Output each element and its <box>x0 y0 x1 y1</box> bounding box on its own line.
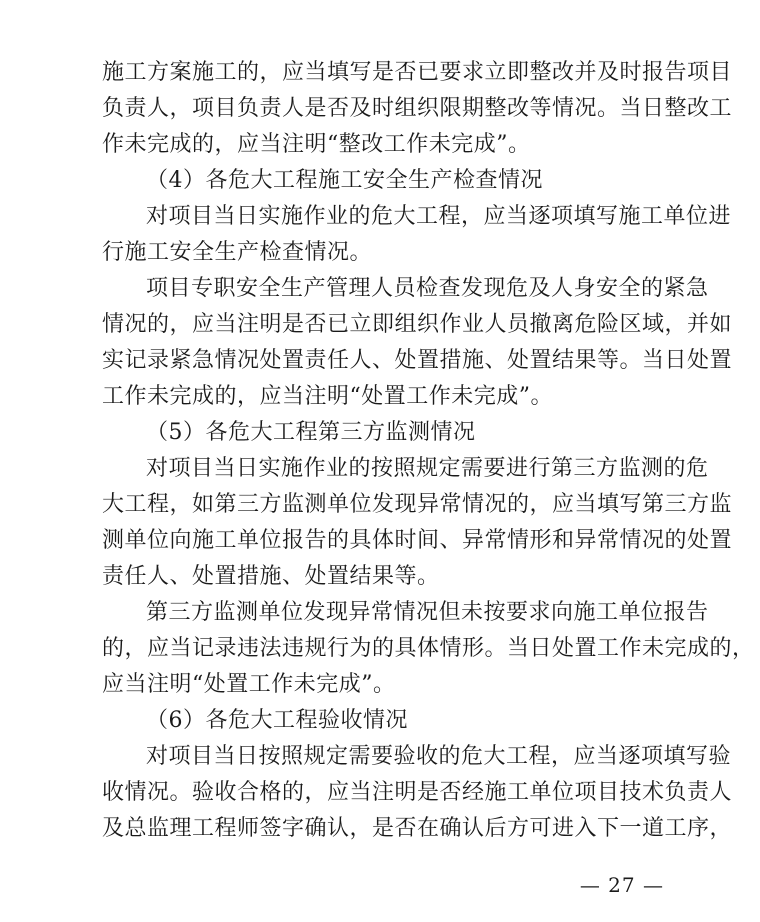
body-text-line: 施工方案施工的，应当填写是否已要求立即整改并及时报告项目 <box>102 60 733 85</box>
body-text-line: 负责人，项目负责人是否及时组织限期整改等情况。当日整改工 <box>102 96 733 121</box>
section-heading-4: （4）各危大工程施工安全生产检查情况 <box>146 168 543 193</box>
body-text-line: 工作未完成的，应当注明“处置工作未完成”。 <box>102 384 553 409</box>
body-text-line: 对项目当日按照规定需要验收的危大工程，应当逐项填写验 <box>146 744 732 769</box>
body-text-line: 大工程，如第三方监测单位发现异常情况的，应当填写第三方监 <box>102 492 733 517</box>
body-text-line: 对项目当日实施作业的危大工程，应当逐项填写施工单位进 <box>146 204 732 229</box>
body-text-line: 情况的，应当注明是否已立即组织作业人员撤离危险区域，并如 <box>102 312 733 337</box>
body-text-line: 应当注明“处置工作未完成”。 <box>102 672 396 697</box>
body-text-line: 项目专职安全生产管理人员检查发现危及人身安全的紧急 <box>146 276 709 301</box>
section-heading-5: （5）各危大工程第三方监测情况 <box>146 420 476 445</box>
page-number: — 27 — <box>579 873 664 897</box>
body-text-line: 及总监理工程师签字确认，是否在确认后方可进入下一道工序， <box>102 816 733 841</box>
section-heading-6: （6）各危大工程验收情况 <box>146 708 408 733</box>
body-text-line: 测单位向施工单位报告的具体时间、异常情形和异常情况的处置 <box>102 528 733 553</box>
body-text-line: 第三方监测单位发现异常情况但未按要求向施工单位报告 <box>146 600 709 625</box>
body-text-line: 对项目当日实施作业的按照规定需要进行第三方监测的危 <box>146 456 709 481</box>
body-text-line: 作未完成的，应当注明“整改工作未完成”。 <box>102 132 531 157</box>
body-text-line: 责任人、处置措施、处置结果等。 <box>102 564 440 589</box>
body-text-line: 行施工安全生产检查情况。 <box>102 240 373 265</box>
body-text-line: 收情况。验收合格的，应当注明是否经施工单位项目技术负责人 <box>102 780 733 805</box>
body-text-line: 的，应当记录违法违规行为的具体情形。当日处置工作未完成的， <box>102 636 755 661</box>
body-text-line: 实记录紧急情况处置责任人、处置措施、处置结果等。当日处置 <box>102 348 733 373</box>
